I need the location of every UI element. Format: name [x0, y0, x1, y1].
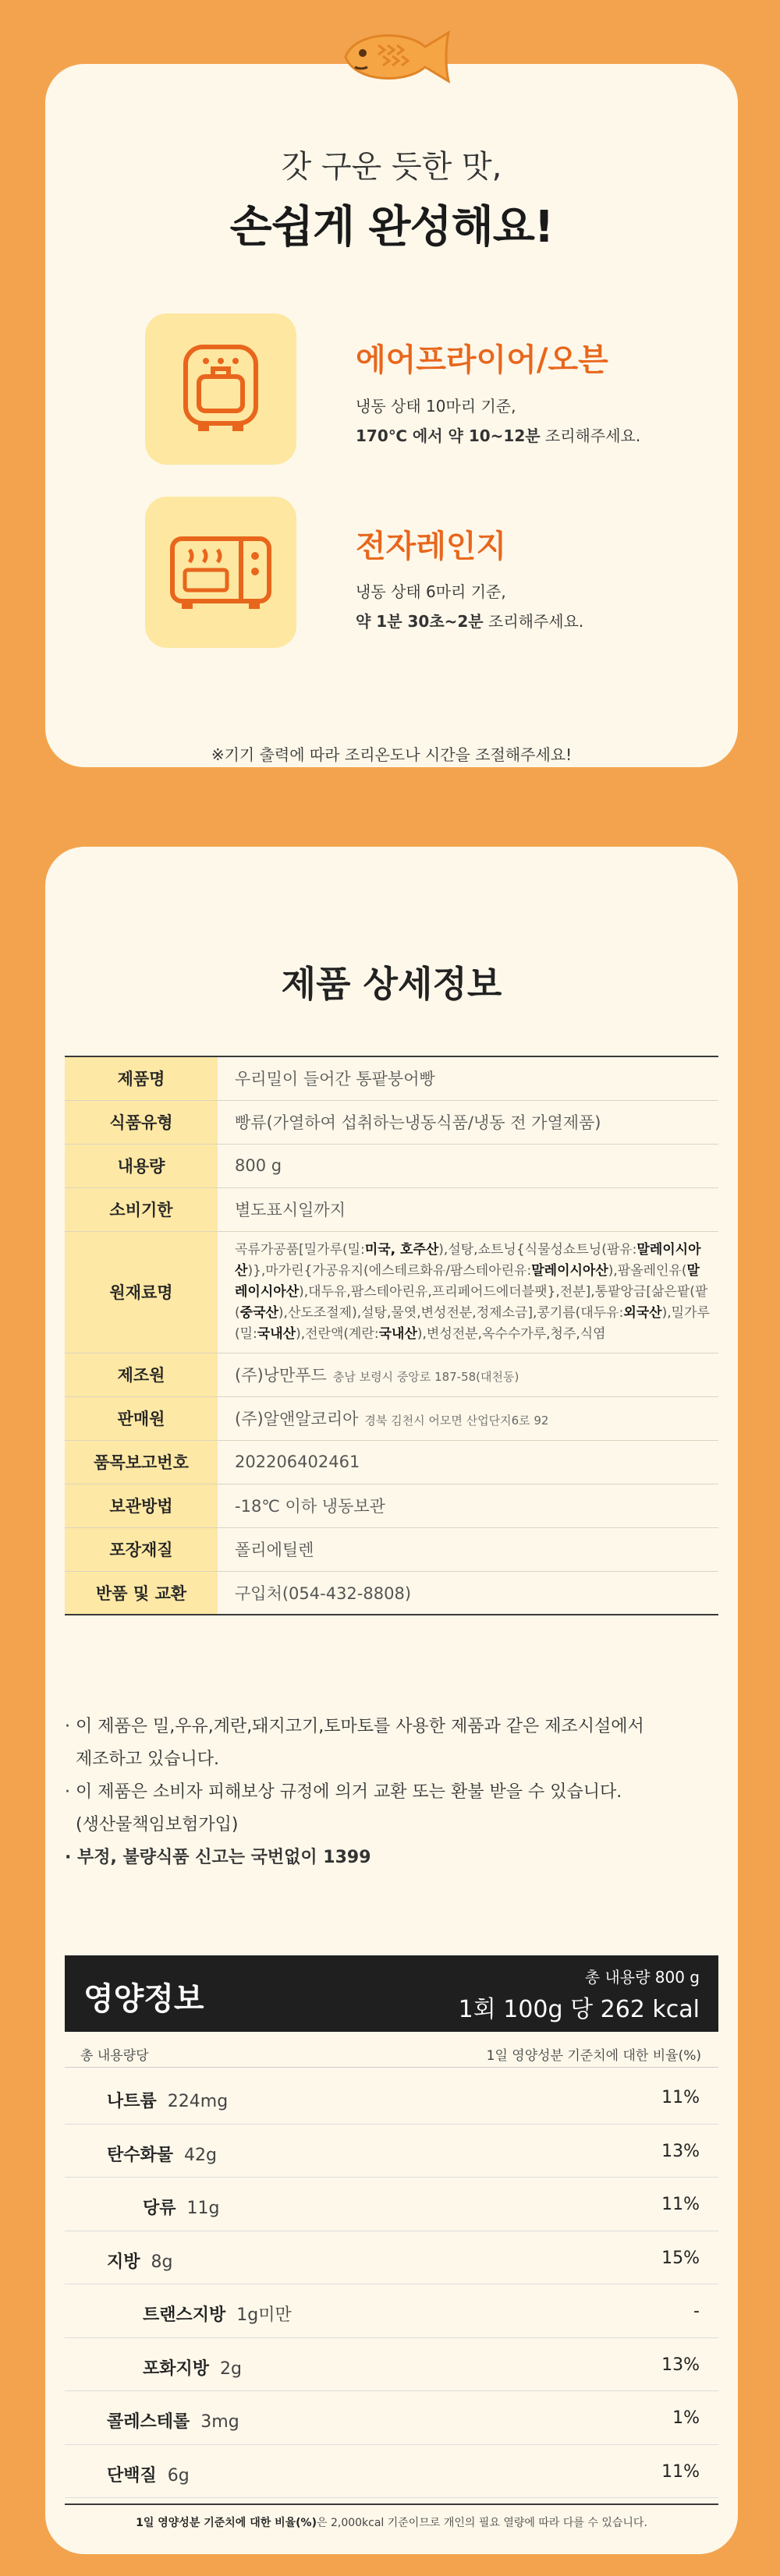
nutrition-sub-left: 총 내용량당	[80, 2048, 149, 2064]
note-report: · 부정, 불량식품 신고는 국번없이 1399	[65, 1848, 371, 1867]
info-row	[65, 1353, 718, 1396]
info-value	[218, 1571, 718, 1615]
microwave-line2	[356, 607, 583, 636]
footnote-rest: 은 2,000kcal 기준이므로 개인의 필요 열량에 따라 다를 수 있습니다.	[316, 2517, 647, 2529]
info-value-text: 빵류(가열하여 섭취하는냉동식품/냉동 전 가열제품)	[235, 1113, 601, 1132]
airfryer-time: 170℃ 에서 약 10~12분	[356, 426, 541, 445]
nutrition-row	[65, 2125, 718, 2178]
taiyaki-fish-icon	[332, 22, 456, 92]
ingredient-origin: 말레이시아산	[235, 1262, 700, 1300]
info-value-text: -18℃ 이하 냉동보관	[235, 1497, 385, 1516]
nutrient-name	[143, 2302, 292, 2326]
ingredient-origin: 미국, 호주산	[364, 1241, 439, 1258]
info-value	[218, 1056, 718, 1100]
microwave-title: 전자레인지	[356, 529, 507, 564]
info-row	[65, 1396, 718, 1440]
cooking-guide-card	[45, 64, 738, 767]
nutrient-percent: 1%	[672, 2408, 700, 2428]
nutrition-header	[65, 1955, 718, 2032]
nutrition-row	[65, 2231, 718, 2285]
nutrient-percent: 11%	[661, 2195, 700, 2214]
microwave-line2-rest: 조리해주세요.	[483, 612, 584, 631]
info-value	[218, 1484, 718, 1527]
info-value-text: 폴리에틸렌	[235, 1541, 314, 1559]
nutrition-row	[65, 2284, 718, 2338]
microwave-time: 약 1분 30초~2분	[356, 612, 484, 631]
airfryer-line1: 냉동 상태 10마리 기준,	[356, 397, 516, 416]
info-value	[218, 1187, 718, 1231]
nutrition-row	[65, 2338, 718, 2392]
info-value	[218, 1100, 718, 1144]
nutrient-amount: 224mg	[167, 2092, 229, 2111]
info-value-text: 우리밀이 들어간 통팥붕어빵	[235, 1070, 435, 1089]
nutrition-row	[65, 2071, 718, 2125]
info-row	[65, 1144, 718, 1187]
nutrition-row	[65, 2391, 718, 2445]
ingredient-text: 곡류가공품[밀가루(밀:	[235, 1241, 365, 1258]
info-key: 원재료명	[65, 1231, 218, 1353]
info-value	[218, 1396, 718, 1440]
info-row	[65, 1187, 718, 1231]
info-value	[218, 1527, 718, 1571]
nutrient-name	[107, 2462, 190, 2486]
info-address: 경북 김천시 어모면 산업단지6로 92	[364, 1414, 549, 1428]
nutrition-row	[65, 2445, 718, 2499]
ingredient-text: ),밀가루(밀:	[235, 1304, 710, 1342]
nutrition-per-serving: 1회 100g 당 262 kcal	[458, 1996, 700, 2023]
ingredient-text: ),전란액(계란:	[296, 1325, 379, 1342]
footnote-bold: 1일 영양성분 기준치에 대한 비율(%)	[136, 2517, 317, 2529]
nutrient-amount: 3mg	[200, 2412, 239, 2432]
info-row	[65, 1231, 718, 1353]
info-address: 충남 보령시 중앙로 187-58(대천동)	[332, 1370, 519, 1384]
nutrient-percent: 11%	[661, 2088, 700, 2107]
airfryer-line2-rest: 조리해주세요.	[540, 426, 641, 445]
info-value-text: 구입처(054-432-8808)	[235, 1583, 412, 1603]
ingredient-origin: 국내산	[257, 1325, 296, 1342]
info-row	[65, 1484, 718, 1527]
nutrient-label: 탄수화물	[107, 2145, 174, 2165]
info-value-text: 800 g	[235, 1156, 282, 1175]
microwave-desc	[356, 577, 583, 636]
ingredient-origin: 말레이시아산	[531, 1262, 608, 1279]
info-key: 제조원	[65, 1353, 218, 1396]
nutrition-subheader	[65, 2041, 718, 2068]
note-refund: · 이 제품은 소비자 피해보상 규정에 의거 교환 또는 환불 받을 수 있습니다.	[65, 1782, 622, 1802]
note-allergy-cont: 제조하고 있습니다.	[76, 1750, 220, 1769]
nutrition-sub-right: 1일 영양성분 기준치에 대한 비율(%)	[486, 2048, 701, 2064]
nutrient-name	[143, 2355, 242, 2380]
ingredient-text: ),팜올레인유(	[608, 1262, 687, 1279]
nutrition-row	[65, 2178, 718, 2231]
nutrient-percent: 13%	[661, 2355, 700, 2375]
microwave-line1: 냉동 상태 6마리 기준,	[356, 582, 506, 601]
info-key: 제품명	[65, 1056, 218, 1100]
info-row	[65, 1056, 718, 1100]
nutrient-name	[107, 2088, 228, 2112]
info-value	[218, 1353, 718, 1396]
product-info-table	[65, 1056, 718, 1615]
nutrient-amount: 8g	[151, 2252, 173, 2272]
nutrient-label: 콜레스테롤	[107, 2412, 190, 2432]
nutrient-name	[107, 2249, 172, 2273]
nutrient-label: 단백질	[107, 2465, 157, 2486]
nutrient-label: 트랜스지방	[143, 2305, 226, 2325]
info-value-text: (주)낭만푸드	[235, 1366, 327, 1385]
ingredient-text: ),대두유,팜스테아린유,프리페어드에더블팻},전분],통팥앙금[삶은팥(팥(	[235, 1283, 708, 1321]
nutrient-amount: 42g	[184, 2145, 217, 2165]
note-allergy: · 이 제품은 밀,우유,계란,돼지고기,토마토를 사용한 제품과 같은 제조시설에서	[65, 1717, 644, 1736]
info-row	[65, 1571, 718, 1615]
info-key: 식품유형	[65, 1100, 218, 1144]
info-value	[218, 1440, 718, 1484]
cooking-headline-sub: 갓 구운 듯한 맛,	[281, 149, 502, 185]
info-value	[218, 1144, 718, 1187]
nutrient-label: 나트륨	[107, 2092, 157, 2111]
nutrient-name	[143, 2195, 219, 2219]
air-fryer-icon	[145, 313, 296, 465]
nutrient-amount: 11g	[186, 2199, 220, 2218]
microwave-icon	[145, 497, 296, 648]
info-key: 내용량	[65, 1144, 218, 1187]
info-key: 소비기한	[65, 1187, 218, 1231]
cooking-headline-main: 손쉽게 완성해요!	[229, 202, 554, 253]
nutrient-percent: 15%	[661, 2248, 700, 2268]
ingredient-origin: 말레이시아산	[235, 1241, 701, 1279]
nutrient-amount: 2g	[220, 2358, 242, 2379]
nutrient-amount: 1g미만	[236, 2305, 292, 2325]
nutrient-label: 당류	[143, 2199, 176, 2218]
airfryer-line2	[356, 421, 640, 451]
note-insurance: (생산물책임보험가입)	[76, 1815, 239, 1835]
info-key: 품목보고번호	[65, 1440, 218, 1484]
nutrient-label: 포화지방	[143, 2358, 210, 2379]
ingredient-text: ),산도조절제),설탕,물엿,변성전분,정제소금],콩기름(대두유:	[278, 1304, 624, 1321]
ingredient-text: )},마가린{가공유지(에스테르화유/팜스테아린유:	[247, 1262, 532, 1279]
nutrition-footnote	[65, 2503, 718, 2530]
nutrient-percent: 13%	[661, 2141, 700, 2161]
product-notes	[65, 1711, 718, 1874]
airfryer-desc	[356, 391, 640, 451]
airfryer-title: 에어프라이어/오븐	[356, 342, 608, 378]
info-key: 판매원	[65, 1396, 218, 1440]
cooking-note: ※기기 출력에 따라 조리온도나 시간을 조절해주세요!	[211, 745, 573, 764]
nutrient-name	[107, 2408, 239, 2433]
product-detail-card	[45, 847, 738, 2554]
info-row	[65, 1100, 718, 1144]
info-row	[65, 1440, 718, 1484]
info-value-text: 202206402461	[235, 1453, 360, 1471]
ingredient-text: ),설탕,쇼트닝{식물성쇼트닝(팜유:	[438, 1241, 637, 1258]
nutrient-name	[107, 2142, 217, 2166]
info-key: 반품 및 교환	[65, 1571, 218, 1615]
ingredient-text: ),변성전분,옥수수가루,청주,식염	[417, 1325, 606, 1342]
ingredient-origin: 외국산	[623, 1304, 662, 1321]
info-value	[218, 1231, 718, 1353]
nutrition-total: 총 내용량 800 g	[584, 1968, 700, 1987]
detail-title: 제품 상세정보	[281, 963, 502, 1005]
info-value-text: 별도표시일까지	[235, 1201, 346, 1219]
nutrition-title: 영양정보	[83, 1981, 204, 2017]
nutrition-rows	[65, 2071, 718, 2498]
nutrient-percent: 11%	[661, 2461, 700, 2482]
nutrient-amount: 6g	[167, 2465, 190, 2486]
ingredient-origin: 중국산	[239, 1304, 278, 1321]
nutrient-label: 지방	[107, 2252, 140, 2272]
info-value-text: (주)알앤알코리아	[235, 1410, 359, 1428]
info-row	[65, 1527, 718, 1571]
ingredient-origin: 국내산	[378, 1325, 417, 1342]
info-key: 포장재질	[65, 1527, 218, 1571]
info-key: 보관방법	[65, 1484, 218, 1527]
nutrient-percent: -	[693, 2302, 700, 2321]
